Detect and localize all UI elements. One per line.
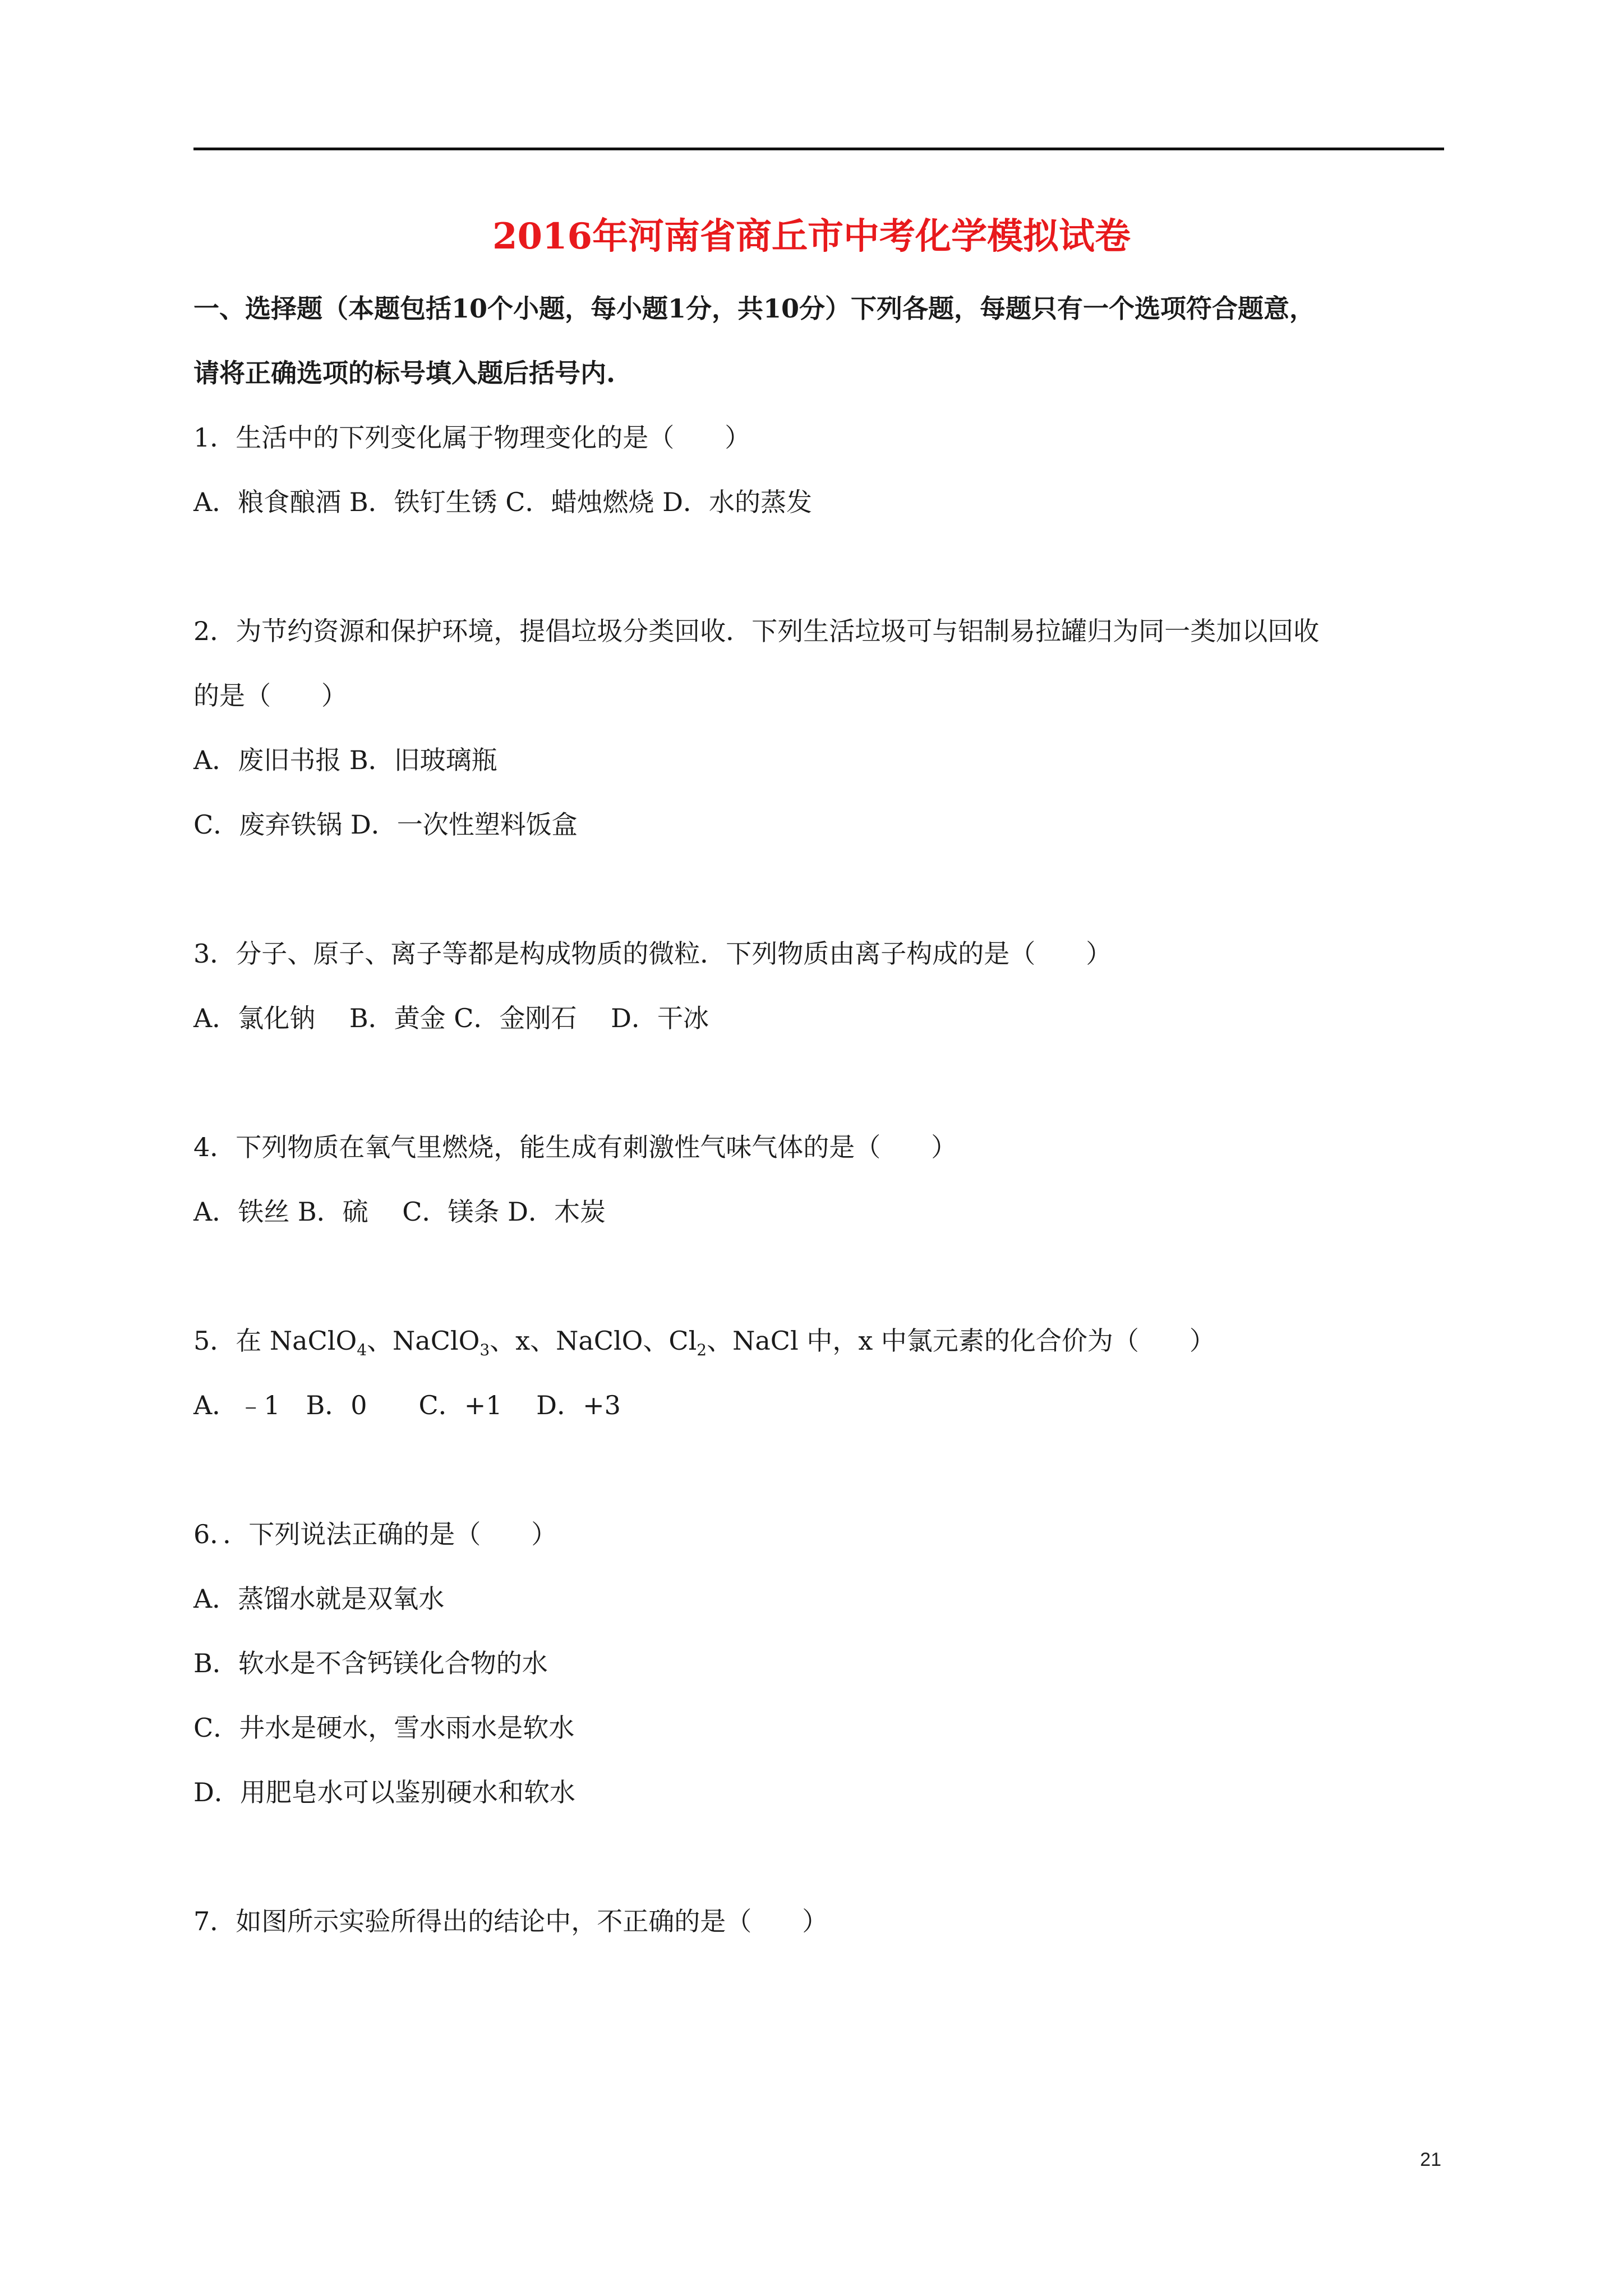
question-1-close-paren: ） xyxy=(725,422,751,453)
question-4-options: A．铁丝 B．硫 C．镁条 D．木炭 xyxy=(193,1197,606,1227)
section-instruction-line-2: 请将正确选项的标号填入题后括号内. xyxy=(193,358,616,388)
question-6-option-d: D．用肥皂水可以鉴别硬水和软水 xyxy=(193,1777,575,1807)
header-rule xyxy=(193,148,1444,150)
question-6-option-b: B．软水是不含钙镁化合物的水 xyxy=(193,1648,548,1678)
question-6-stem xyxy=(193,1517,557,1551)
subscript-3: 3 xyxy=(479,1341,490,1359)
question-7-stem xyxy=(193,1904,828,1938)
question-2-text-continued: 的是（ xyxy=(193,680,271,711)
question-4-text: 4．下列物质在氧气里燃烧，能生成有刺激性气味气体的是（ xyxy=(193,1132,881,1162)
question-4-stem xyxy=(193,1130,957,1164)
question-5-text-part-4: 、NaCl 中，x 中氯元素的化合价为（ xyxy=(707,1326,1139,1356)
question-3-stem xyxy=(193,937,1112,970)
question-2-stem-continued xyxy=(193,679,347,712)
question-5-text-part-2: 、NaClO xyxy=(367,1326,480,1356)
question-2-options-row-1: A．废旧书报 B．旧玻璃瓶 xyxy=(193,745,497,775)
question-6-option-c: C．井水是硬水，雪水雨水是软水 xyxy=(193,1713,575,1743)
subscript-2: 2 xyxy=(697,1341,707,1359)
question-1-stem xyxy=(193,421,750,454)
question-2-options-row-2: C．废弃铁锅 D．一次性塑料饭盒 xyxy=(193,809,578,840)
question-5-close-paren: ） xyxy=(1189,1326,1215,1356)
question-4-close-paren: ） xyxy=(931,1132,957,1162)
page-title: 2016年河南省商丘市中考化学模拟试卷 xyxy=(492,215,1131,257)
question-3-text: 3．分子、原子、离子等都是构成物质的微粒．下列物质由离子构成的是（ xyxy=(193,938,1036,969)
question-7-text: 7．如图所示实验所得出的结论中，不正确的是（ xyxy=(193,1906,752,1936)
question-5-text-part-3: 、x、NaClO、Cl xyxy=(490,1326,697,1356)
question-5-stem xyxy=(193,1324,1215,1358)
subscript-4: 4 xyxy=(357,1341,367,1359)
question-2-stem: 2．为节约资源和保护环境，提倡垃圾分类回收．下列生活垃圾可与铝制易拉罐归为同一类加以回收 xyxy=(193,616,1320,646)
question-1-text: 1．生活中的下列变化属于物理变化的是（ xyxy=(193,422,675,453)
question-6-close-paren: ） xyxy=(531,1519,557,1549)
question-5-options: A．﹣1 B．0 C．+1 D．+3 xyxy=(193,1390,621,1420)
question-6-option-a: A．蒸馏水就是双氧水 xyxy=(193,1584,445,1614)
question-2-close-paren: ） xyxy=(321,680,347,711)
question-5-text-part-1: 5．在 NaClO xyxy=(193,1326,357,1356)
question-3-options: A．氯化钠 B．黄金 C．金刚石 D．干冰 xyxy=(193,1003,709,1033)
question-1-options: A．粮食酿酒 B．铁钉生锈 C．蜡烛燃烧 D．水的蒸发 xyxy=(193,487,812,517)
question-7-close-paren: ） xyxy=(802,1906,828,1936)
section-instruction-line-1: 一、选择题（本题包括10个小题，每小题1分，共10分）下列各题，每题只有一个选项符合题意， xyxy=(193,293,1316,324)
question-6-text: 6．．下列说法正确的是（ xyxy=(193,1519,481,1549)
page-number: 21 xyxy=(1420,2149,1441,2170)
question-3-close-paren: ） xyxy=(1086,938,1112,969)
